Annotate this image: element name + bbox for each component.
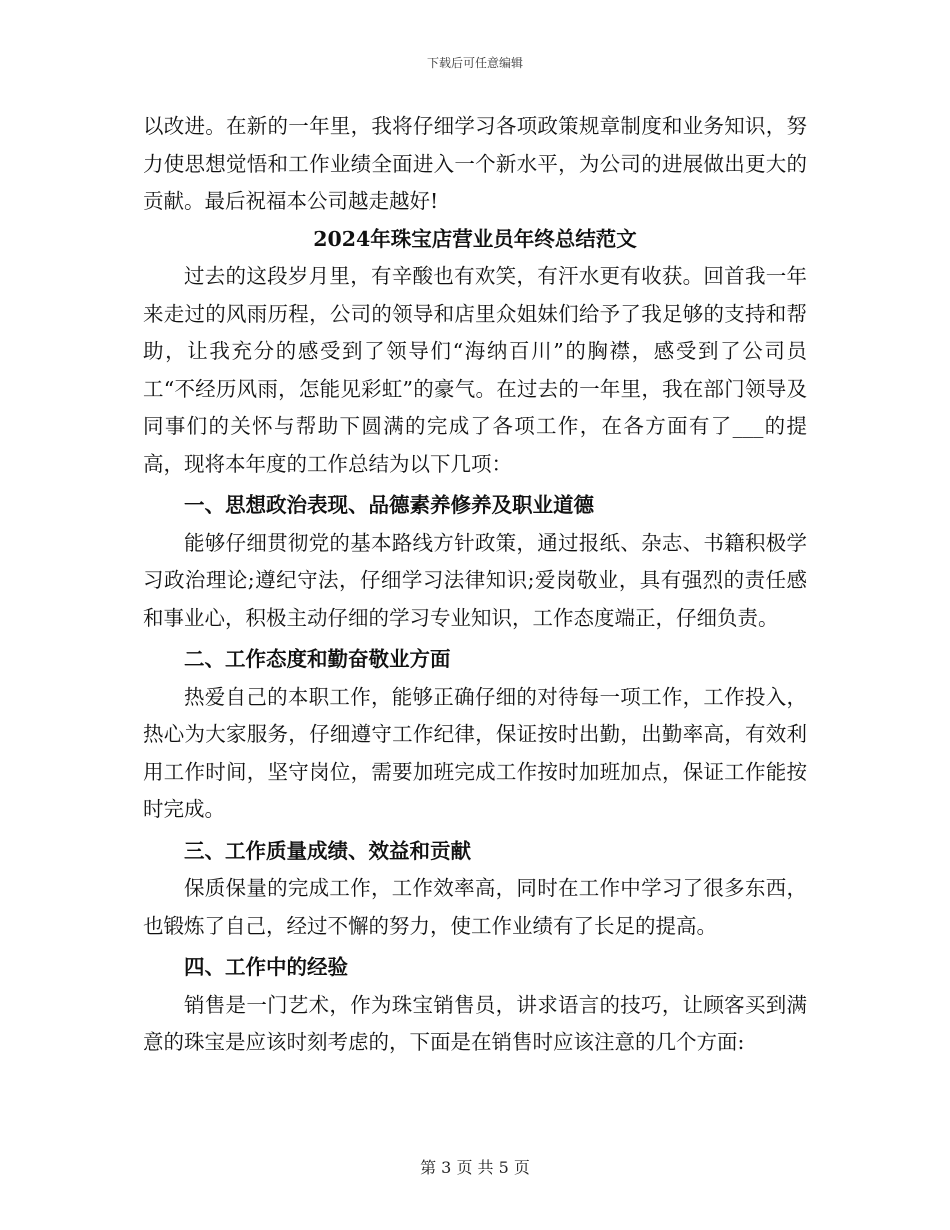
section-heading: 二、工作态度和勤奋敬业方面 bbox=[184, 647, 451, 671]
section-heading: 四、工作中的经验 bbox=[184, 955, 348, 979]
document-title: 2024年珠宝店营业员年终总结范文 bbox=[313, 226, 637, 251]
intro-paragraph: 以改进。在新的一年里，我将仔细学习各项政策规章制度和业务知识，努力使思想觉悟和工作业绩全面进入一个新水平，为公司的进展做出更大的贡献。最后祝福本公司越走越好! bbox=[143, 114, 807, 213]
page-number: 第 3 页 共 5 页 bbox=[420, 1158, 530, 1177]
body-paragraph: 过去的这段岁月里，有辛酸也有欢笑，有汗水更有收获。回首我一年来走过的风雨历程，公司的领导和店里众姐妹们给予了我足够的支持和帮助，让我充分的感受到了领导们“海纳百川”的胸襟，感受到了公司员工“不经历风雨，怎能见彩虹”的豪气。在过去的一年里，我在部门领导及同事们的关怀与帮助下圆满的完成了各项工作，在各方面有了___的提高，现将本年度的工作总结为以下几项： bbox=[143, 264, 807, 476]
document-body bbox=[143, 108, 807, 1062]
section-body: 保质保量的完成工作，工作效率高，同时在工作中学习了很多东西，也锻炼了自己，经过不懈的努力，使工作业绩有了长足的提高。 bbox=[143, 876, 807, 938]
section-body: 热爱自己的本职工作，能够正确仔细的对待每一项工作，工作投入，热心为大家服务，仔细遵守工作纪律，保证按时出勤，出勤率高，有效利用工作时间，坚守岗位，需要加班完成工作按时加班加点，保证工作能按时完成。 bbox=[143, 684, 807, 821]
section-body: 能够仔细贯彻党的基本路线方针政策，通过报纸、杂志、书籍积极学习政治理论;遵纪守法，仔细学习法律知识;爱岗敬业，具有强烈的责任感和事业心，积极主动仔细的学习专业知识，工作态度端正，仔细负责。 bbox=[143, 530, 807, 630]
page-header: 下载后可任意编辑 bbox=[426, 56, 523, 70]
section-heading: 一、思想政治表现、品德素养修养及职业道德 bbox=[184, 493, 594, 517]
section-body: 销售是一门艺术，作为珠宝销售员，讲求语言的技巧，让顾客买到满意的珠宝是应该时刻考虑的，下面是在销售时应该注意的几个方面: bbox=[143, 992, 807, 1054]
section-heading: 三、工作质量成绩、效益和贡献 bbox=[184, 838, 471, 863]
